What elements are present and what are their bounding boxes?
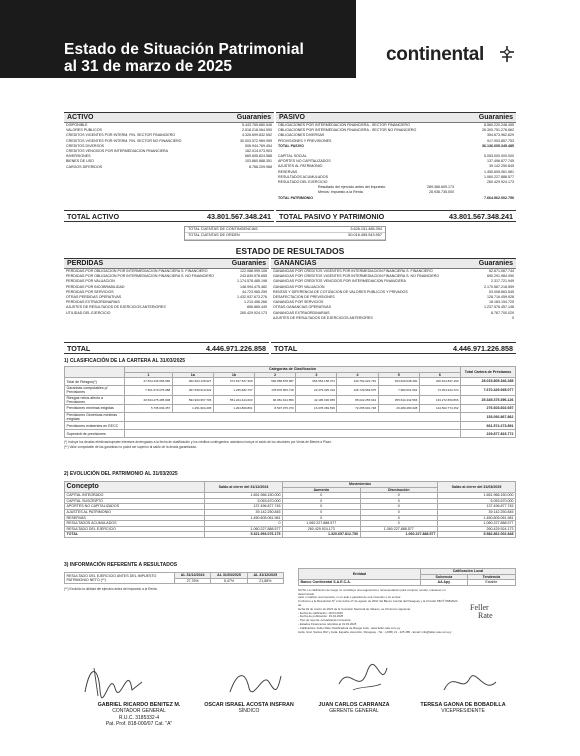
calificacion-note-line: NOTA: La calificación de riesgo no constituye una sugerencia o recomendación para comprar, vender, mantener un determinado xyxy=(298,587,446,596)
evolucion-row-label: RESULTADO DEL EJERCICIO xyxy=(65,526,205,532)
page-title-line1: Estado de Situación Patrimonial xyxy=(64,41,304,58)
cartera-row-label: Riesgos netos afecto a Previsiones xyxy=(65,395,125,404)
cartera-cell: 42.195.036.955 xyxy=(296,395,337,404)
activo-currency: Guaranies xyxy=(236,114,271,121)
cuentas-contingencias-row: TOTAL CUENTAS DE CONTINGENCIAS 3.626.151.486.394 xyxy=(185,227,385,233)
pasivo-row-value: 26.300.751.276.662 xyxy=(482,128,514,133)
info-table: RESULTADO DEL EJERCICIO ANTES DEL IMPUESTO PATRIMONIO NETO (**) AL 31/12/2024 AL 31/03/2025 AL 31/12/2025 27,76% 5,47% 21,88% xyxy=(64,572,284,584)
evolucion-concepto-header: Concepto xyxy=(65,482,205,493)
activo-row-label: CREDITOS DIVERSOS xyxy=(66,143,105,148)
pasivo-row-label: PROVISIONES Y PREVISIONES xyxy=(278,138,332,143)
signature-vicepresidente: TERESA GAONA DE BOBADILLA VICEPRESIDENTE xyxy=(420,702,506,715)
cartera-body xyxy=(65,378,516,438)
activo-row-label: INVERSIONES xyxy=(66,154,91,159)
total-activo-label: TOTAL ACTIVO xyxy=(67,211,120,221)
perdidas-row xyxy=(64,311,269,316)
perdidas-row-label: PERDIDAS EXTRAORDINARIAS xyxy=(66,300,120,305)
cartera-row xyxy=(65,395,516,404)
cuentas-box xyxy=(184,226,386,241)
evolucion-cell: 137.496.877.745 xyxy=(438,504,516,510)
activo-rows xyxy=(64,123,274,170)
activo-row-value: 8.788.209.968 xyxy=(249,164,272,169)
perdidas-row-label: PERDIDAS POR SERVICIOS xyxy=(66,289,114,294)
cartera-column-header: 1a xyxy=(172,372,213,378)
evolucion-cell: 0 xyxy=(283,509,361,515)
cartera-row xyxy=(65,430,516,438)
ganancias-row-label: RENTAS Y DIFERENCIA DE COTIZACION DE VALORES PUBLICOS Y PRIVADOS xyxy=(273,289,408,294)
ganancias-row-value: 53.008.663.545 xyxy=(489,289,514,294)
pasivo-row-value: 28.936.735.000 xyxy=(429,190,454,195)
evolucion-cell: 1.450.605.061.981 xyxy=(205,515,283,521)
activo-row-value: 103.860.888.351 xyxy=(245,159,272,164)
activo-row-label: CREDITOS VIGENTES POR INTERM. FIN. SECTOR NO FINANCIERO xyxy=(66,138,182,143)
cartera-cell: 7.983.601.654 xyxy=(378,386,419,395)
cartera-note: (*) Incluye los deudas efectivas/suprater intereses devengados a la fecha de clasificación y los créditos contingentes; asimismo incluye el saldo de los deudores por Venta de Bienes a Plazo. xyxy=(64,440,332,445)
page-header xyxy=(0,0,580,90)
evolucion-table xyxy=(64,481,516,538)
evolucion-row-label: RESERVAS xyxy=(65,515,205,521)
info-note: (**) Excluido la utilidad del ejercicio antes del impuesto a la Renta. xyxy=(64,587,158,592)
cartera-row xyxy=(65,405,516,413)
evolucion-row-label: APORTES NO CAPITALIZADOS xyxy=(65,504,205,510)
cartera-cell: 654.554.158.374 xyxy=(296,378,337,386)
activo-row-value: 2.518.218.064.590 xyxy=(242,128,272,133)
cartera-cell: 7.301.073.075.088 xyxy=(125,386,173,395)
pasivo-row-value: 8.560.220.248.455 xyxy=(484,123,514,127)
evolucion-title: 2) EVOLUCIÓN DEL PATRIMONIO AL 31/03/2025 xyxy=(64,471,178,477)
ganancias-row-value: 1.237.576.457.148 xyxy=(484,305,514,310)
cartera-row xyxy=(65,413,516,422)
cartera-cell: 23.479.325.419 xyxy=(296,386,337,395)
pasivo-row-label: OBLIGACIONES POR INTERMEDIACION FINANCIERA - SECTOR FINANCIERO xyxy=(278,123,410,127)
ganancias-row-label: GANANCIAS POR CREDITOS VIGENTES POR INTERMEDIACION FINANCIERA S. NO FINANCIERO xyxy=(273,274,440,279)
activo-section xyxy=(64,112,274,170)
total-perdidas-label: TOTAL xyxy=(67,343,91,353)
ganancias-row-value: 18.183.194.725 xyxy=(489,300,514,305)
pasivo-row-value: 1.060.227.888.577 xyxy=(484,174,514,179)
pasivo-row-label: Menos: impuesto a la Renta xyxy=(318,190,363,195)
perdidas-row-label: UTILIDAD DEL EJERCICIO xyxy=(66,310,111,315)
continental-logo-icon xyxy=(497,44,517,64)
calificacion-note-line: Avda. Gral. Santos 902 y Avda. España, Asunción, Paraguay - Tel.: (+595) 21 - 225 485 - Email: info@feller-rate.com.py xyxy=(298,629,452,634)
activo-row-value: 162.014.073.903 xyxy=(245,149,272,154)
pasivo-row-label: OBLIGACIONES DIVERSAS xyxy=(278,133,325,138)
cartera-table-wrap xyxy=(64,366,516,449)
evolucion-saldo-ini-header: Saldo al cierre del 31/12/2024 xyxy=(205,482,283,493)
pasivo-row-label: AJUSTES AL PATRIMONIO xyxy=(278,164,323,169)
pasivo-row-label: RESULTADO DEL EJERCICIO xyxy=(278,180,328,185)
calificacion-note-line: - Estados Financieros referidos al 31.03.2025 xyxy=(298,621,357,626)
ganancias-row-value: 62.671.067.744 xyxy=(489,269,514,273)
evolucion-cell: 0 xyxy=(360,504,438,510)
ganancias-row-label: GANANCIAS POR SERVICIOS xyxy=(273,300,324,305)
cartera-cell: 453.620.038.400 xyxy=(378,378,419,386)
pasivo-row-label: TOTAL PATRIMONIO xyxy=(278,195,314,200)
ganancias-row-label: GANANCIAS EXTRAORDINARIAS xyxy=(273,310,330,315)
calificacion-note-line: fecha 02 de marzo de 2024 de la Comisión Nacional de Valores, se informa lo siguiente: xyxy=(298,606,411,611)
pasivo-title: PASIVO xyxy=(279,114,305,121)
cartera-cell: 355.644.432.566 xyxy=(378,395,419,404)
perdidas-row-value: 148.994.475.482 xyxy=(240,284,267,289)
signature-scribble-3 xyxy=(333,660,393,700)
ganancias-row-value: 0 xyxy=(512,315,514,320)
pasivo-row-value: 5.053.000.000.000 xyxy=(484,154,514,159)
pasivo-row-label: Resultado del ejercicio antes del impuesto xyxy=(318,185,386,190)
evolucion-total-row: TOTAL 5.321.993.076.175 1.320.657.812.750 1.060.227.888.577 5.582.862.002.848 xyxy=(66,532,514,537)
cartera-note-2: (**) Valor computable de las garantías no podrá ser superior al saldo de la deuda garantizada. xyxy=(64,444,197,449)
cartera-column-header: 4 xyxy=(337,372,378,378)
calificacion-note-line: valor o realizar una inversión, ni un aval o garantía de una inversión o su emisor. xyxy=(298,595,402,600)
cartera-cell: 206.624.837.490 xyxy=(419,378,460,386)
cartera-row-total: 229.877.823.772 xyxy=(461,430,516,438)
signature-contador: GABRIEL RICARDO BENITEZ M. CONTADOR GENERAL R.U.C. 3185332-4 Pat. Prof. 818-000/07 Cat. "A" xyxy=(97,702,181,727)
activo-row-label: CARGOS DIFERIDOS xyxy=(66,164,103,169)
signature-scribble-1 xyxy=(80,660,150,700)
cartera-cell: 27.634.346.566.996 xyxy=(125,378,173,386)
cartera-cell: 72.255.901.748 xyxy=(337,405,378,413)
pasivo-row-label: TOTAL PASIVO xyxy=(278,143,304,148)
calificacion-note-line: Conforme a la Resolución Nº 2 de fecha 17 de agosto de 2010 del Banco Central del Paraguay y la Circular SB Nº 668/2024 de xyxy=(298,599,458,607)
ganancias-row-label: GANANCIAS POR CREDITOS VIGENTES POR INTERMEDIACION FINANCIERA S. FINANCIERO xyxy=(273,269,433,273)
perdidas-row-label: PERDIDAS POR VALUACION xyxy=(66,279,115,284)
cartera-row xyxy=(65,422,516,430)
perdidas-row-label: AJUSTES DE RESULTADOS DE EJERCICIOS ANTERIORES xyxy=(66,305,166,310)
total-ganancias-label: TOTAL xyxy=(274,343,298,353)
pasivo-row-value: 260.429.924.173 xyxy=(487,180,514,185)
cartera-row-total: 661.574.273.891 xyxy=(461,422,516,430)
pasivo-row-label: OBLIGACIONES POR INTERMEDIACION FINANCIERA - SECTOR NO FINANCIERO xyxy=(278,128,417,133)
calificacion-note-line: - Fecha de calificación: 18.04.2025 xyxy=(298,610,343,615)
activo-row-value: 669.695.824.588 xyxy=(245,154,272,159)
cartera-cell: 592.858.878.387 xyxy=(255,378,296,386)
evolucion-saldo-fin-header: Saldo al cierre del 31/03/2025 xyxy=(438,482,516,493)
perdidas-row-value: 44.723.965.259 xyxy=(242,289,267,294)
cartera-cell: 5.735.093.457 xyxy=(125,405,173,413)
perdidas-row-value: 1.432.937.673.276 xyxy=(237,295,267,300)
evolucion-row-label: AJUSTES AL PATRIMONIO xyxy=(65,509,205,515)
total-pasivo-label: TOTAL PASIVO Y PATRIMONIO xyxy=(279,211,385,221)
pasivo-row-value: 917.903.857.753 xyxy=(487,138,514,143)
cartera-column-header: 5 xyxy=(378,372,419,378)
pasivo-row-value: 36.136.605.345.485 xyxy=(482,143,514,148)
cartera-cell: 962.603.138.927 xyxy=(172,378,213,386)
pasivo-row-value: 7.664.962.002.756 xyxy=(484,195,514,200)
evolucion-cell: 260.429.924.173 xyxy=(283,526,361,532)
cartera-row-label: Previsiones Genéricas mínimas exigidas xyxy=(65,413,125,422)
cartera-cell: 16.378.369.536 xyxy=(296,405,337,413)
total-activo-bar xyxy=(64,210,274,222)
evolucion-cell: 0 xyxy=(360,493,438,499)
pasivo-row xyxy=(276,196,516,201)
perdidas-row-label: PERDIDAS POR INCOBRABILIDAD xyxy=(66,284,125,289)
ganancias-row-value: 690.291.984.090 xyxy=(487,274,514,279)
activo-row-value: 506.944.769.454 xyxy=(245,143,272,148)
title-banner xyxy=(0,0,356,78)
cartera-cell: 105.729.969.675 xyxy=(337,386,378,395)
evolucion-cell: 260.429.924.173 xyxy=(438,526,516,532)
cartera-row-total: 276.603.602.657 xyxy=(461,405,516,413)
cartera-cell: 90.981.914.859 xyxy=(255,395,296,404)
ganancias-row-label: GANANCIAS POR VALUACION xyxy=(273,284,325,289)
total-pasivo-bar xyxy=(276,210,516,222)
total-perdidas-value: 4.446.971.226.858 xyxy=(206,343,266,353)
cartera-row xyxy=(65,386,516,395)
activo-row xyxy=(64,165,274,170)
pasivo-row-label: RESULTADOS ACUMULADOS xyxy=(278,174,328,179)
cartera-cell: 20.534.275.485.908 xyxy=(125,395,173,404)
activo-row-label: CREDITOS VENCIDOS POR INTERMEDIACION FINANCIERA xyxy=(66,149,168,154)
ganancias-currency: Guaranies xyxy=(478,260,513,267)
activo-row-label: VALORES PUBLICOS xyxy=(66,128,102,133)
evolucion-cell: 0 xyxy=(283,504,361,510)
cartera-group-header: Categorías de Clasificación xyxy=(125,367,461,373)
cartera-cell: 1.251.904.205 xyxy=(172,405,213,413)
cartera-cell: 144.502.774.152 xyxy=(419,405,460,413)
perdidas-row-value: 122.088.999.106 xyxy=(240,269,267,273)
cartera-cell: 85.022.255.644 xyxy=(337,395,378,404)
evolucion-cell: 0 xyxy=(283,515,361,521)
signature-gerente: JUAN CARLOS CARRANZA GERENTE GENERAL xyxy=(318,702,390,715)
evolucion-row-label: CAPITAL SUSCRIPTO xyxy=(65,498,205,504)
cartera-cell: 178.876.665.718 xyxy=(255,386,296,395)
evolucion-cell: 1.060.227.888.577 xyxy=(438,521,516,527)
evolucion-cell: 0 xyxy=(360,509,438,515)
activo-row-value: 4.326.699.832.552 xyxy=(242,133,272,138)
pasivo-row-value: 137.496.877.745 xyxy=(487,159,514,164)
cartera-cell: 73.354.944.724 xyxy=(419,386,460,395)
cartera-column-header: 6 xyxy=(419,372,460,378)
cartera-row-total: 25.345.375.396.126 xyxy=(461,395,516,404)
perdidas-title: PERDIDAS xyxy=(67,260,104,267)
perdidas-currency: Guaranies xyxy=(231,260,266,267)
evolucion-cell: 1.450.605.061.981 xyxy=(438,515,516,521)
cartera-row xyxy=(65,378,516,386)
calificacion-note-line: - Fecha de publicación: 19.04.2025 xyxy=(298,614,344,619)
ganancias-row-label: AJUSTES DE RESULTADOS DE EJERCICIOS ANTERIORES xyxy=(273,315,373,320)
perdidas-section xyxy=(64,258,269,316)
pasivo-row-value: 39.142.250.845 xyxy=(489,164,514,169)
cartera-cell: 1.235.682.707 xyxy=(213,386,254,395)
perdidas-row-label: PERDIDAS POR OBLIGACION POR INTERMEDIACION FINANCIERA S. FINANCIERO xyxy=(66,269,208,273)
pasivo-rows xyxy=(276,123,516,201)
cartera-column-header: 1b xyxy=(213,372,254,378)
activo-title: ACTIVO xyxy=(67,114,94,121)
ganancias-rows xyxy=(271,269,516,321)
signature-sindico: OSCAR ISRAEL ACOSTA INSFRAN SÍNDICO xyxy=(204,702,294,715)
activo-row-label: DISPONIBLE xyxy=(66,123,88,127)
evolucion-cell: 0 xyxy=(360,521,438,527)
pasivo-currency: Guaranies xyxy=(478,114,513,121)
perdidas-rows xyxy=(64,269,269,316)
total-pasivo-value: 43.801.567.348.241 xyxy=(449,211,513,221)
evolucion-cell: 39.142.250.845 xyxy=(438,509,516,515)
perdidas-row-label: OTRAS PERDIDAS OPERATIVAS xyxy=(66,295,122,300)
total-ganancias-bar xyxy=(271,342,516,354)
evolucion-movimientos-header: Movimientos xyxy=(283,482,438,488)
cartera-column-header: 1 xyxy=(125,372,173,378)
signature-scribble-2 xyxy=(225,662,285,702)
cartera-column-header: 3 xyxy=(296,372,337,378)
evolucion-cell: 0 xyxy=(283,498,361,504)
ganancias-row-label: OTRAS GANANCIAS OPERATIVAS xyxy=(273,305,331,310)
cartera-row-label: Superávit de previsiones xyxy=(65,430,125,438)
ganancias-row-value: 128.716.459.928 xyxy=(487,295,514,300)
perdidas-row-label: PERDIDAS POR OBLIGACION POR INTERMEDIACION FINANCIERA S. NO FINANCIERO xyxy=(66,274,214,279)
calificacion-wrap xyxy=(298,568,516,634)
evolucion-cell: 0 xyxy=(360,498,438,504)
cartera-cell: 133.272.650.866 xyxy=(419,395,460,404)
pasivo-row-value: 1.450.605.061.981 xyxy=(484,169,514,174)
cartera-cell: 8.597.975.370 xyxy=(255,405,296,413)
evolucion-disminucion-header: Disminución xyxy=(360,487,438,493)
perdidas-row-value: 1.210.456.266 xyxy=(244,300,267,305)
evolucion-body xyxy=(65,493,516,532)
perdidas-row-value: 1.174.578.485.198 xyxy=(237,279,267,284)
pasivo-row-label: RESERVAS xyxy=(278,169,298,174)
cartera-cell: 551.224.444.603 xyxy=(213,395,254,404)
evolucion-cell: 0 xyxy=(360,515,438,521)
activo-row-value: 30.003.572.969.959 xyxy=(240,138,272,143)
page-title-line2: al 31 de marzo de 2025 xyxy=(64,58,233,75)
activo-row-label: BIENES DE USO xyxy=(66,159,94,164)
cartera-row-label: Garantías computables p/ Previsiones xyxy=(65,386,125,395)
cartera-cell: 26.480.280.328 xyxy=(378,405,419,413)
ganancias-title: GANANCIAS xyxy=(274,260,317,267)
cartera-row-total: 28.015.805.346.285 xyxy=(461,378,516,386)
evolucion-cell: 1.060.227.888.577 xyxy=(360,526,438,532)
pasivo-row-label: CAPITAL SOCIAL xyxy=(278,154,307,159)
resultados-title: ESTADO DE RESULTADOS xyxy=(235,246,345,256)
total-ganancias-value: 4.446.971.226.858 xyxy=(453,343,513,353)
evolucion-table-wrap xyxy=(64,481,516,538)
evolucion-cell: 5.053.670.000 xyxy=(438,498,516,504)
ganancias-section xyxy=(271,258,516,321)
perdidas-row-value: 856.865.449 xyxy=(247,305,267,310)
info-title: 3) INFORMACIÓN REFERENTE A RESULTADOS xyxy=(64,562,178,568)
info-table-wrap xyxy=(64,572,284,591)
feller-rate-logo: Feller Rate xyxy=(470,603,493,620)
evolucion-cell: 1.060.227.888.577 xyxy=(205,526,283,532)
evolucion-aumento-header: Aumento xyxy=(283,487,361,493)
pasivo-row-value: 354.673.962.629 xyxy=(487,133,514,138)
evolucion-cell: 5.053.670.000 xyxy=(205,498,283,504)
perdidas-row-value: 260.429.924.173 xyxy=(240,310,267,315)
evolucion-cell: 39.142.250.845 xyxy=(205,509,283,515)
ganancias-row xyxy=(271,316,516,321)
cartera-title: 1) CLASIFICACIÓN DE LA CARTERA AL 31/03/2025 xyxy=(64,358,186,364)
calificacion-note-line: - Calificadora: Feller Rate Clasificadora de Riesgo Ltda.: www.feller-rate.com.py xyxy=(298,625,401,630)
info-label: RESULTADO DEL EJERCICIO ANTES DEL IMPUESTO PATRIMONIO NETO (**) xyxy=(65,573,175,584)
signature-scribble-4 xyxy=(440,664,500,700)
calificacion-notes xyxy=(298,589,458,635)
calificacion-table: Entidad Calificación Local Solvencia Tendencia Banco Continental S.A.E.C.A. AA Apy Estable xyxy=(298,568,516,586)
ganancias-row-value: 2.170.567.218.559 xyxy=(484,284,514,289)
cartera-total-header: Total Cartera de Préstamos xyxy=(461,367,516,378)
cartera-row-label: Total de Riesgos(*) xyxy=(65,378,125,386)
evolucion-cell: 1.651.966.150.000 xyxy=(205,493,283,499)
cartera-row-label: Previsiones mínimas exigidas xyxy=(65,405,125,413)
cartera-cell: 367.690.910.922 xyxy=(172,386,213,395)
cartera-cell: 240.752.224.791 xyxy=(337,378,378,386)
evolucion-cell: 137.496.877.745 xyxy=(205,504,283,510)
evolucion-cell: 1.060.227.888.577 xyxy=(283,521,361,527)
cartera-cell: 673.517.527.390 xyxy=(213,378,254,386)
pasivo-row-value: 289.366.609.173 xyxy=(427,185,454,190)
cartera-cell: 1.204.809.861 xyxy=(213,405,254,413)
ganancias-row-value: 8.767.700.029 xyxy=(491,310,514,315)
cartera-column-header: 2 xyxy=(255,372,296,378)
ganancias-row-label: DESAFECTACION DE PREVISIONES xyxy=(273,295,335,300)
ganancias-row-label: GANANCIAS POR CREDITOS VENCIDOS POR INTERMEDIACION FINANCIERA xyxy=(273,279,406,284)
cartera-table xyxy=(64,366,516,438)
cartera-row-total: 153.092.867.862 xyxy=(461,413,516,422)
evolucion-row-label: RESULTADOS ACUMULADOS xyxy=(65,521,205,527)
continental-logo: continental xyxy=(386,44,485,65)
activo-row-value: 5.443.765.680.546 xyxy=(242,123,272,127)
cartera-cell: 594.903.957.705 xyxy=(172,395,213,404)
evolucion-cell: 1.651.966.150.000 xyxy=(438,493,516,499)
perdidas-row-value: 243.839.578.655 xyxy=(240,274,267,279)
cartera-row-total: 7.670.429.945.077 xyxy=(461,386,516,395)
evolucion-cell: 0 xyxy=(205,521,283,527)
total-activo-value: 43.801.567.348.241 xyxy=(207,211,271,221)
cuentas-orden-row: TOTAL CUENTAS DE ORDEN 50.016.459.943.957 xyxy=(185,233,385,239)
cartera-row-label: Previsiones existentes en EECC xyxy=(65,422,125,430)
pasivo-row-label: APORTES NO CAPITALIZADOS xyxy=(278,159,331,164)
ganancias-row-value: 2.317.721.949 xyxy=(491,279,514,284)
evolucion-row-label: CAPITAL INTEGRADO xyxy=(65,493,205,499)
total-perdidas-bar xyxy=(64,342,269,354)
pasivo-section xyxy=(276,112,516,201)
activo-row-label: CREDITOS VIGENTES POR INTERM. FIN. SECTOR FINANCIERO xyxy=(66,133,176,138)
calificacion-note-line: - Tipo de reporte: Actualización trimestral xyxy=(298,618,351,623)
evolucion-cell: 0 xyxy=(283,493,361,499)
